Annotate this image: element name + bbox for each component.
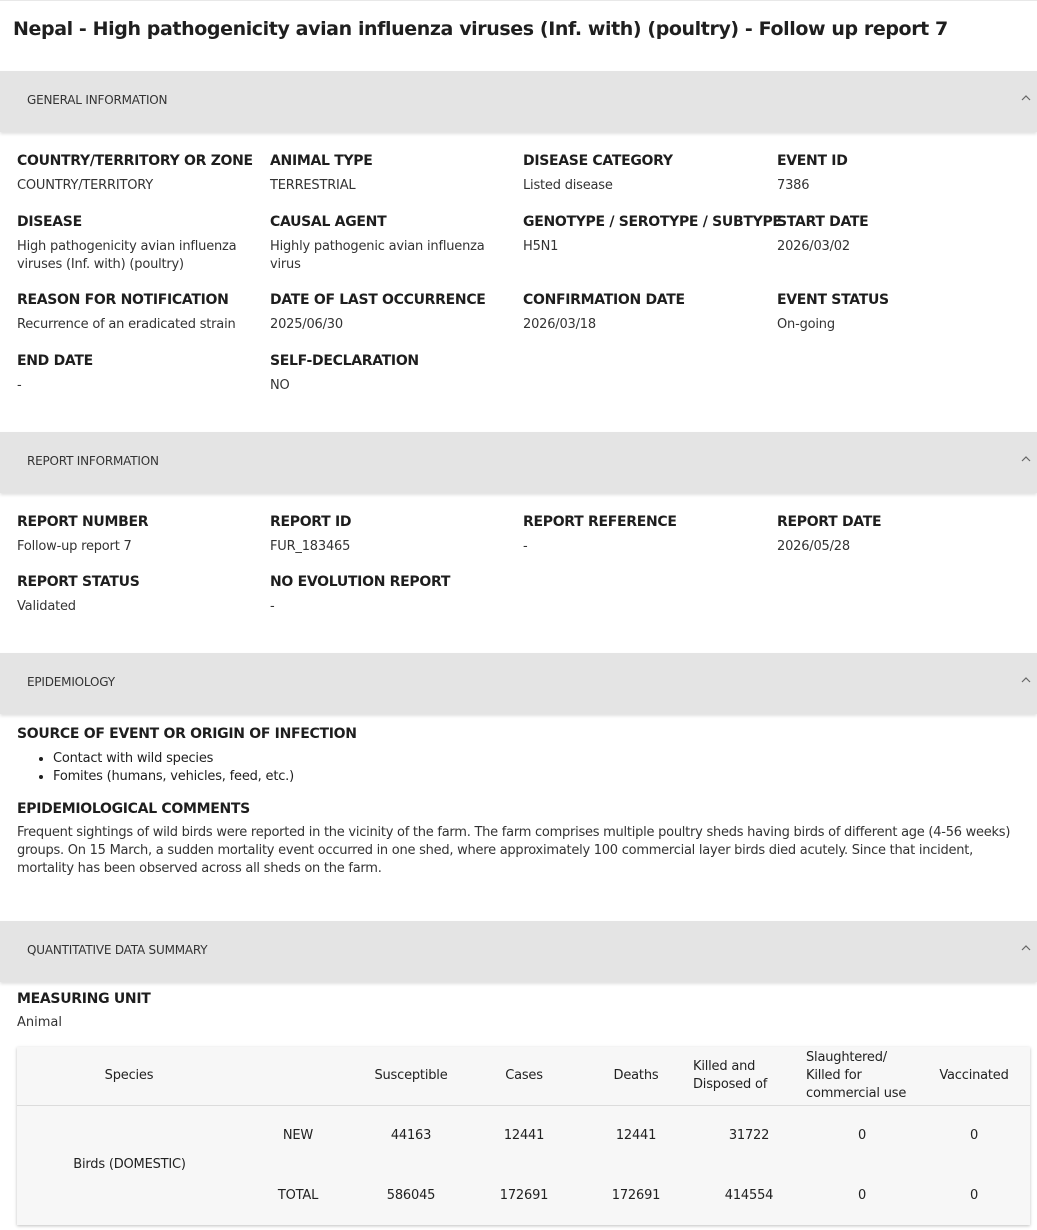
field-value: Validated <box>17 599 76 614</box>
section-label: EPIDEMIOLOGY <box>27 675 115 689</box>
column-header-killed-disposed: Killed and Disposed of <box>693 1059 768 1092</box>
field-event-status <box>777 292 1022 334</box>
table-cell: 44163 <box>390 1128 432 1143</box>
field-end-date <box>17 353 262 395</box>
field-label: START DATE <box>777 214 869 230</box>
field-label: END DATE <box>17 353 93 369</box>
field-value: Highly pathogenic avian influenza virus <box>270 239 485 272</box>
field-label: EVENT ID <box>777 153 848 169</box>
field-value: 2026/03/02 <box>777 239 850 254</box>
measuring-unit-value: Animal <box>17 1015 62 1030</box>
field-disease-category <box>523 153 768 195</box>
field-report-status <box>17 574 262 616</box>
source-title: SOURCE OF EVENT OR ORIGIN OF INFECTION <box>17 726 357 742</box>
field-start-date <box>777 214 1022 256</box>
column-header-slaughtered: Slaughtered/ Killed for commercial use <box>806 1050 907 1101</box>
column-header-susceptible: Susceptible <box>374 1068 448 1083</box>
header-divider <box>17 1105 1030 1106</box>
field-last-occurrence <box>270 292 515 334</box>
field-animal-type <box>270 153 515 195</box>
table-cell: 414554 <box>724 1188 774 1203</box>
table-cell: 0 <box>857 1128 867 1143</box>
column-header-vaccinated: Vaccinated <box>939 1068 1009 1083</box>
quantitative-table <box>17 1047 1030 1225</box>
field-label: CONFIRMATION DATE <box>523 292 685 308</box>
field-value: 2026/03/18 <box>523 317 596 332</box>
field-value: Follow-up report 7 <box>17 539 132 554</box>
field-value: Recurrence of an eradicated strain <box>17 317 236 332</box>
field-label: DISEASE CATEGORY <box>523 153 673 169</box>
field-report-number <box>17 514 262 556</box>
field-confirmation-date <box>523 292 768 334</box>
table-cell: 12441 <box>615 1128 657 1143</box>
field-value: - <box>17 378 22 393</box>
chevron-up-icon[interactable] <box>1021 452 1031 466</box>
column-header-species: Species <box>104 1068 154 1083</box>
field-label: EVENT STATUS <box>777 292 889 308</box>
field-label: DISEASE <box>17 214 82 230</box>
chevron-up-icon[interactable] <box>1021 673 1031 687</box>
section-label: GENERAL INFORMATION <box>27 93 168 107</box>
table-cell: 12441 <box>503 1128 545 1143</box>
field-label: REPORT STATUS <box>17 574 140 590</box>
chevron-up-icon[interactable] <box>1021 91 1031 105</box>
field-self-declaration <box>270 353 515 395</box>
table-cell: 586045 <box>386 1188 436 1203</box>
row-label-total: TOTAL <box>277 1188 319 1203</box>
field-value: Listed disease <box>523 178 613 193</box>
table-cell: 0 <box>969 1128 979 1143</box>
field-label: DATE OF LAST OCCURRENCE <box>270 292 486 308</box>
section-header-epidemiology[interactable] <box>0 653 1037 714</box>
section-header-quantitative[interactable] <box>0 921 1037 982</box>
field-value: 2025/06/30 <box>270 317 343 332</box>
field-value: COUNTRY/TERRITORY <box>17 178 153 193</box>
field-label: REPORT ID <box>270 514 352 530</box>
field-value: NO <box>270 378 290 393</box>
table-cell: 0 <box>969 1188 979 1203</box>
field-value: TERRESTRIAL <box>270 178 356 193</box>
row-label-new: NEW <box>282 1128 314 1143</box>
field-value: On-going <box>777 317 835 332</box>
field-value: FUR_183465 <box>270 539 351 554</box>
field-country <box>17 153 262 195</box>
field-report-reference <box>523 514 768 556</box>
field-value: - <box>523 539 528 554</box>
measuring-unit-title: MEASURING UNIT <box>17 991 151 1007</box>
field-genotype <box>523 214 782 256</box>
field-label: NO EVOLUTION REPORT <box>270 574 451 590</box>
field-value: High pathogenicity avian influenza viruses (Inf. with) (poultry) <box>17 239 237 272</box>
field-label: GENOTYPE / SEROTYPE / SUBTYPE <box>523 214 782 230</box>
list-item: • Contact with wild species <box>53 750 294 768</box>
column-header-cases: Cases <box>505 1068 543 1083</box>
chevron-up-icon[interactable] <box>1021 941 1031 955</box>
table-cell: 172691 <box>611 1188 661 1203</box>
field-label: ANIMAL TYPE <box>270 153 373 169</box>
field-causal-agent <box>270 214 515 274</box>
top-divider <box>0 0 1037 1</box>
section-header-report[interactable] <box>0 432 1037 493</box>
field-label: COUNTRY/TERRITORY OR ZONE <box>17 153 253 169</box>
epidemiological-comments: Frequent sightings of wild birds were reported in the vicinity of the farm. The farm comprises multiple poultry sheds having birds of different age (4-56 weeks) groups. On 15 March, a sudden mortality event occurred in one shed, where approximately 100 commercial layer birds died acutely. Since that incident, mortality has been observed across all sheds on the farm. <box>17 825 1011 876</box>
field-report-date <box>777 514 1022 556</box>
field-label: REPORT REFERENCE <box>523 514 677 530</box>
column-header-deaths: Deaths <box>613 1068 659 1083</box>
species-cell: Birds (DOMESTIC) <box>73 1157 186 1172</box>
field-event-id <box>777 153 1022 195</box>
section-label: REPORT INFORMATION <box>27 454 159 468</box>
field-label: REPORT DATE <box>777 514 882 530</box>
comments-title: EPIDEMIOLOGICAL COMMENTS <box>17 801 250 817</box>
source-list <box>17 750 294 786</box>
field-report-id <box>270 514 515 556</box>
table-cell: 0 <box>857 1188 867 1203</box>
field-value: 2026/05/28 <box>777 539 850 554</box>
section-header-general[interactable] <box>0 71 1037 132</box>
section-label: QUANTITATIVE DATA SUMMARY <box>27 943 208 957</box>
field-label: REPORT NUMBER <box>17 514 149 530</box>
field-value: - <box>270 599 275 614</box>
field-value: H5N1 <box>523 239 559 254</box>
table-cell: 31722 <box>728 1128 770 1143</box>
field-disease <box>17 214 262 274</box>
field-reason <box>17 292 262 334</box>
field-label: SELF-DECLARATION <box>270 353 419 369</box>
table-cell: 172691 <box>499 1188 549 1203</box>
field-label: REASON FOR NOTIFICATION <box>17 292 229 308</box>
field-value: 7386 <box>777 178 810 193</box>
field-no-evolution <box>270 574 515 616</box>
list-item: • Fomites (humans, vehicles, feed, etc.) <box>53 768 294 786</box>
page-title: Nepal - High pathogenicity avian influenza viruses (Inf. with) (poultry) - Follow up report 7 <box>13 18 948 40</box>
field-label: CAUSAL AGENT <box>270 214 387 230</box>
